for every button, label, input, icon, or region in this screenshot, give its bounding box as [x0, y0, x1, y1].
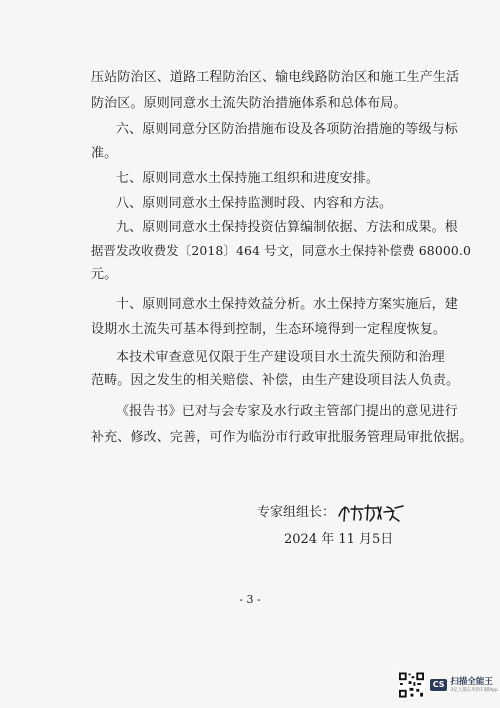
text-line: 防治区。原则同意水土流失防治措施体系和总体布局。 — [91, 96, 407, 111]
signature-label: 专家组组长： — [257, 505, 336, 520]
text-line: 八、原则同意水土保持监测时段、内容和方法。 — [116, 196, 393, 211]
text-line: 范畴。因之发生的相关赔偿、补偿，由生产建设项目法人负责。 — [91, 373, 460, 388]
text-line: 补充、修改、完善，可作为临汾市行政审批服务管理局审批依据。 — [91, 430, 473, 445]
handwritten-signature — [337, 502, 405, 524]
scanner-app-text — [450, 677, 498, 694]
text-line: 本技术审查意见仅限于生产建设项目水土流失预防和治理 — [116, 350, 445, 365]
text-line: 元。 — [91, 267, 118, 282]
qr-code-icon — [398, 671, 425, 699]
camscanner-logo: CS — [430, 679, 447, 691]
text-line: 六、原则同意分区防治措施布设及各项防治措施的等级与标 — [116, 122, 458, 137]
text-line: 据晋发改收费发〔2018〕464 号文，同意水土保持补偿费 68000.0 — [91, 243, 472, 258]
text-line: 准。 — [91, 146, 118, 161]
scanner-app-name: 扫描全能王 — [450, 676, 493, 687]
text-line: 九、原则同意水土保持投资估算编制依据、方法和成果。根 — [116, 220, 458, 235]
scanner-badge — [398, 667, 498, 703]
text-line: 七、原则同意水土保持施工组织和进度安排。 — [116, 171, 380, 186]
scanner-app-tagline: 3亿人都在用的扫描App — [450, 687, 498, 693]
text-line: 设期水土流失可基本得到控制，生态环境得到一定程度恢复。 — [91, 322, 447, 337]
signature-block — [257, 502, 405, 524]
text-line: 《报告书》已对与会专家及水行政主管部门提出的意见进行 — [116, 404, 458, 419]
text-line: 压站防治区、道路工程防治区、输电线路防治区和施工生产生活 — [91, 70, 460, 85]
page-number: - 3 - — [239, 593, 261, 606]
text-line: 十、原则同意水土保持效益分析。水土保持方案实施后，建 — [116, 297, 458, 312]
document-date: 2024 年 11 月5日 — [284, 532, 394, 547]
